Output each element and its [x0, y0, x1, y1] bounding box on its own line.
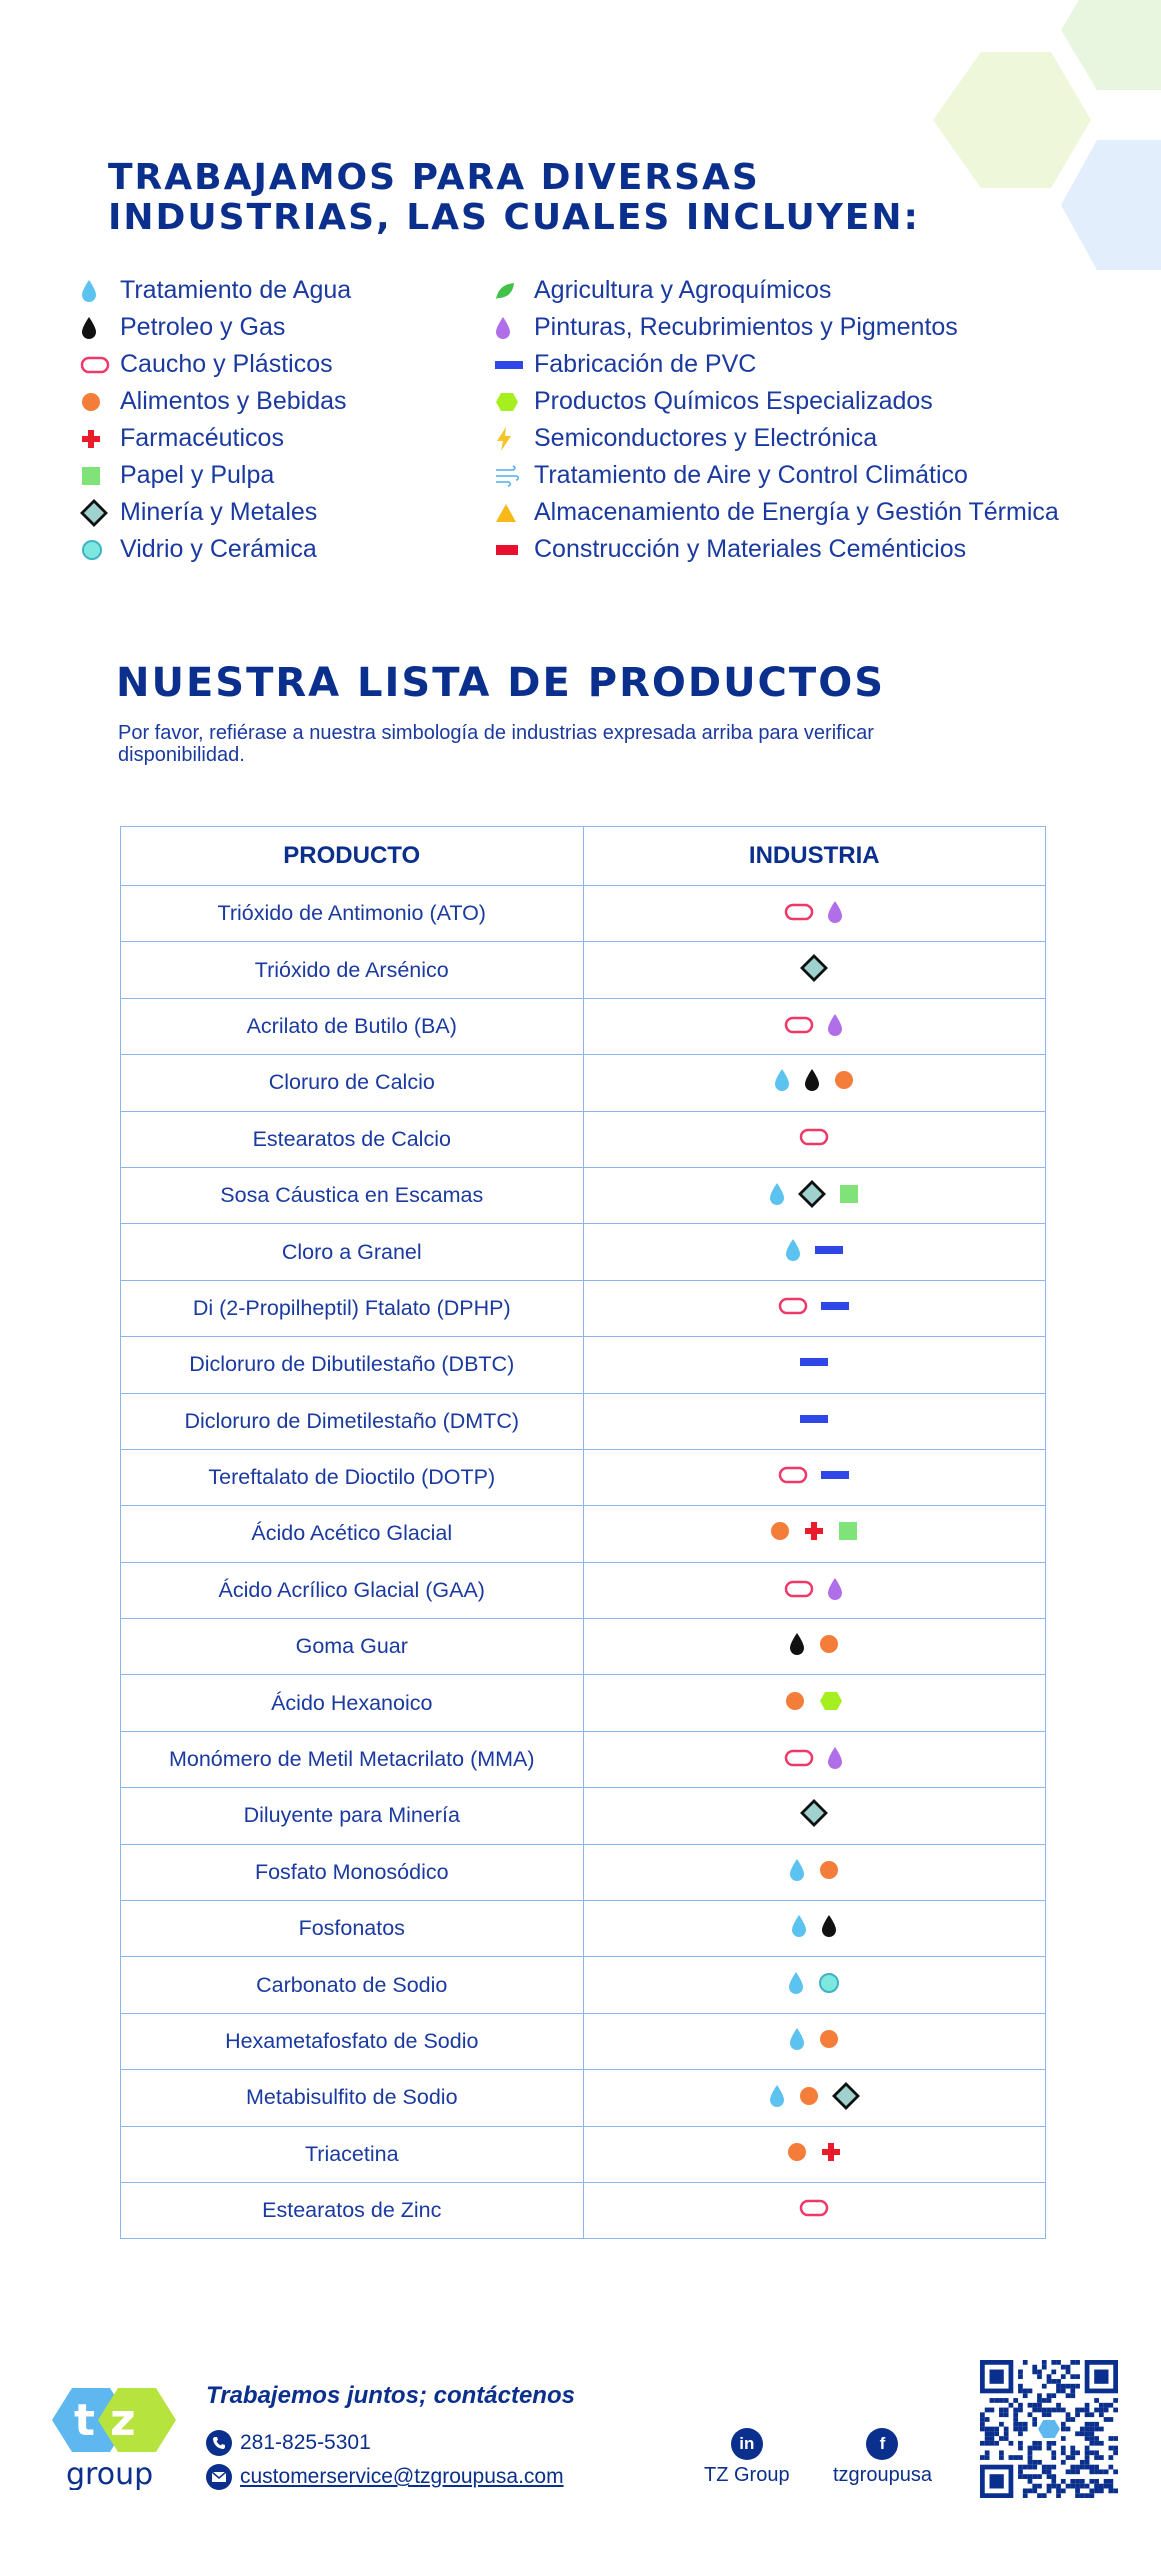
industry-symbols: [797, 1799, 831, 1827]
rubber-pill-icon: [784, 1015, 814, 1035]
products-note: Por favor, refiérase a nuestra simbología de industrias expresada arriba para verificar disponibilidad.: [118, 722, 874, 766]
product-name: Diluyente para Minería: [121, 1788, 584, 1844]
industry-symbols: [787, 1914, 841, 1938]
product-industries: [583, 1675, 1045, 1731]
orange-circle-icon: [798, 2085, 820, 2107]
lime-hexagon-icon: [818, 1689, 844, 1713]
table-row: [121, 1167, 1046, 1223]
industry-symbols: [796, 2198, 832, 2218]
water-drop-icon: [788, 2027, 806, 2051]
orange-circle-icon: [818, 1633, 840, 1655]
orange-circle-icon: [786, 2141, 808, 2163]
product-name: Trióxido de Antimonio (ATO): [121, 886, 584, 942]
table-row: [121, 942, 1046, 998]
lightning-icon: [494, 426, 534, 452]
table-row: [121, 1901, 1046, 1957]
industry-symbols: [784, 1971, 844, 1995]
table-row: [121, 1449, 1046, 1505]
product-industries: [583, 998, 1045, 1054]
industry-symbols: [785, 2027, 843, 2051]
table-header-row: [121, 827, 1046, 886]
purple-drop-icon: [826, 1746, 844, 1770]
diamond-icon: [832, 2082, 860, 2110]
red-bar-icon: [494, 540, 520, 560]
product-name: Carbonato de Sodio: [121, 1957, 584, 2013]
phone-line[interactable]: [206, 2430, 371, 2456]
industry-legend-item: [494, 383, 1059, 420]
product-name: Ácido Acético Glacial: [121, 1506, 584, 1562]
diamond-icon: [800, 1799, 828, 1827]
qr-code-icon[interactable]: [980, 2360, 1118, 2498]
diamond-icon: [800, 1799, 828, 1827]
blue-bar-icon: [799, 1352, 829, 1372]
industry-label: Semiconductores y Electrónica: [534, 424, 878, 452]
table-row: [121, 1393, 1046, 1449]
product-industries: [583, 1055, 1045, 1111]
industries-heading-line1: TRABAJAMOS PARA DIVERSAS: [108, 157, 760, 198]
table-row: [121, 1111, 1046, 1167]
water-drop-icon: [784, 1238, 802, 1262]
teal-circle-icon: [80, 538, 104, 562]
table-row: [121, 1957, 1046, 2013]
industry-legend-item: [494, 457, 1059, 494]
industry-symbols: [770, 1068, 858, 1092]
product-industries: [583, 1280, 1045, 1336]
oil-drop-icon: [80, 316, 120, 340]
phone-icon: [206, 2430, 232, 2456]
diamond-icon: [798, 1180, 826, 1208]
product-name: Goma Guar: [121, 1619, 584, 1675]
industry-symbols: [796, 1409, 832, 1429]
industry-legend-item: [80, 346, 351, 383]
water-drop-icon: [788, 1858, 806, 1882]
products-title: NUESTRA LISTA DE PRODUCTOS: [116, 660, 886, 706]
rubber-pill-icon: [784, 902, 814, 922]
lightning-icon: [494, 426, 514, 452]
red-cross-icon: [803, 1520, 825, 1542]
rubber-pill-icon: [778, 1465, 808, 1485]
product-industries: [583, 1957, 1045, 2013]
rubber-pill-icon: [799, 1127, 829, 1147]
water-drop-icon: [773, 1068, 791, 1092]
product-name: Dicloruro de Dibutilestaño (DBTC): [121, 1337, 584, 1393]
industry-symbols: [785, 1632, 843, 1656]
orange-circle-icon: [784, 1690, 806, 1712]
product-industries: [583, 1731, 1045, 1787]
industry-label: Productos Químicos Especializados: [534, 387, 933, 415]
product-name: Trióxido de Arsénico: [121, 942, 584, 998]
blue-bar-icon: [494, 355, 524, 375]
industry-label: Fabricación de PVC: [534, 350, 757, 378]
blue-bar-icon: [820, 1465, 850, 1485]
blue-bar-icon: [814, 1240, 844, 1260]
contact-title: Trabajemos juntos; contáctenos: [206, 2382, 575, 2409]
table-row: [121, 2126, 1046, 2182]
orange-circle-icon: [786, 2141, 808, 2163]
rubber-pill-icon: [784, 1015, 814, 1035]
facebook-icon: f: [866, 2428, 898, 2460]
product-name: Dicloruro de Dimetilestaño (DMTC): [121, 1393, 584, 1449]
oil-drop-icon: [803, 1068, 821, 1092]
rubber-pill-icon: [80, 355, 110, 375]
product-industries: [583, 1788, 1045, 1844]
water-drop-icon: [788, 2027, 806, 2051]
industry-label: Caucho y Plásticos: [120, 350, 333, 378]
green-square-icon: [80, 465, 120, 487]
rubber-pill-icon: [778, 1296, 808, 1316]
industry-legend-item: [80, 531, 351, 568]
teal-circle-icon: [817, 1971, 841, 1995]
email-line[interactable]: [206, 2464, 564, 2490]
table-row: [121, 998, 1046, 1054]
rubber-pill-icon: [784, 902, 814, 922]
blue-bar-icon: [820, 1296, 850, 1316]
blue-bar-icon: [799, 1409, 829, 1429]
table-row: [121, 2070, 1046, 2126]
industry-symbols: [781, 1577, 847, 1601]
water-drop-icon: [790, 1914, 808, 1938]
teal-circle-icon: [817, 1971, 841, 1995]
industry-label: Farmacéuticos: [120, 424, 284, 452]
industry-legend-right: [494, 272, 1059, 568]
industries-heading: [108, 158, 920, 238]
oil-drop-icon: [80, 316, 98, 340]
product-name: Acrilato de Butilo (BA): [121, 998, 584, 1054]
product-name: Estearatos de Calcio: [121, 1111, 584, 1167]
industry-symbols: [781, 1013, 847, 1037]
table-row: [121, 1224, 1046, 1280]
industry-label: Minería y Metales: [120, 498, 318, 526]
purple-drop-icon: [826, 900, 844, 924]
product-name: Metabisulfito de Sodio: [121, 2070, 584, 2126]
industry-legend-item: [80, 494, 351, 531]
product-industries: [583, 1619, 1045, 1675]
industry-symbols: [783, 2141, 845, 2163]
industry-symbols: [796, 1352, 832, 1372]
rubber-pill-icon: [784, 1748, 814, 1768]
orange-circle-icon: [818, 2028, 840, 2050]
industries-heading-line2: INDUSTRIAS, LAS CUALES INCLUYEN:: [108, 197, 920, 238]
industry-symbols: [781, 900, 847, 924]
industry-label: Almacenamiento de Energía y Gestión Térmica: [534, 498, 1059, 526]
blue-bar-icon: [799, 1409, 829, 1429]
svg-text:group: group: [66, 2457, 154, 2490]
oil-drop-icon: [820, 1914, 838, 1938]
industry-legend-item: [80, 309, 351, 346]
oil-drop-icon: [820, 1914, 838, 1938]
red-cross-icon: [80, 428, 102, 450]
tz-group-logo: [46, 2380, 176, 2490]
product-name: Ácido Hexanoico: [121, 1675, 584, 1731]
purple-drop-icon: [826, 900, 844, 924]
product-name: Monómero de Metil Metacrilato (MMA): [121, 1731, 584, 1787]
purple-drop-icon: [494, 316, 534, 340]
leaf-icon: [494, 281, 516, 301]
green-square-icon: [837, 1520, 859, 1542]
rubber-pill-icon: [80, 355, 120, 375]
product-industries: [583, 1901, 1045, 1957]
rubber-pill-icon: [784, 1579, 814, 1599]
table-row: [121, 2013, 1046, 2069]
industry-symbols: [766, 1520, 862, 1542]
product-industries: [583, 1167, 1045, 1223]
product-industries: [583, 1393, 1045, 1449]
linkedin-link[interactable]: [704, 2428, 790, 2487]
rubber-pill-icon: [799, 2198, 829, 2218]
industry-legend-item: [494, 494, 1059, 531]
water-drop-icon: [80, 279, 120, 303]
rubber-pill-icon: [799, 1127, 829, 1147]
water-drop-icon: [790, 1914, 808, 1938]
footer: [0, 2340, 1161, 2540]
red-cross-icon: [80, 428, 120, 450]
email-link[interactable]: customerservice@tzgroupusa.com: [240, 2465, 564, 2488]
product-industries: [583, 2013, 1045, 2069]
leaf-icon: [494, 281, 534, 301]
industry-label: Agricultura y Agroquímicos: [534, 276, 832, 304]
water-drop-icon: [768, 2084, 786, 2108]
table-row: [121, 1562, 1046, 1618]
orange-circle-icon: [769, 1520, 791, 1542]
orange-circle-icon: [784, 1690, 806, 1712]
product-name: Ácido Acrílico Glacial (GAA): [121, 1562, 584, 1618]
purple-drop-icon: [826, 1013, 844, 1037]
diamond-icon: [80, 499, 120, 527]
water-drop-icon: [787, 1971, 805, 1995]
product-industries: [583, 886, 1045, 942]
industry-symbols: [775, 1465, 853, 1485]
industry-label: Construcción y Materiales Ceménticios: [534, 535, 967, 563]
orange-circle-icon: [818, 1633, 840, 1655]
water-drop-icon: [80, 279, 98, 303]
product-industries: [583, 2182, 1045, 2238]
table-row: [121, 1675, 1046, 1731]
water-drop-icon: [773, 1068, 791, 1092]
industry-label: Tratamiento de Aire y Control Climático: [534, 461, 968, 489]
linkedin-icon: in: [731, 2428, 763, 2460]
industry-legend-item: [80, 420, 351, 457]
facebook-link[interactable]: [833, 2428, 932, 2487]
industry-symbols: [796, 1127, 832, 1147]
industry-symbols: [797, 954, 831, 982]
product-industries: [583, 2126, 1045, 2182]
orange-circle-icon: [833, 1069, 855, 1091]
industry-symbols: [785, 1858, 843, 1882]
svg-text:t: t: [74, 2395, 96, 2446]
product-name: Fosfonatos: [121, 1901, 584, 1957]
industry-legend-item: [494, 531, 1059, 568]
table-row: [121, 1788, 1046, 1844]
industry-legend-item: [494, 272, 1059, 309]
industry-label: Petroleo y Gas: [120, 313, 286, 341]
product-industries: [583, 2070, 1045, 2126]
diamond-icon: [800, 954, 828, 982]
product-name: Tereftalato de Dioctilo (DOTP): [121, 1449, 584, 1505]
product-industries: [583, 1224, 1045, 1280]
red-cross-icon: [820, 2141, 842, 2163]
water-drop-icon: [787, 1971, 805, 1995]
diamond-icon: [800, 954, 828, 982]
red-cross-icon: [820, 2141, 842, 2163]
blue-bar-icon: [799, 1352, 829, 1372]
rubber-pill-icon: [784, 1579, 814, 1599]
table-row: [121, 2182, 1046, 2238]
lime-hexagon-icon: [494, 390, 520, 414]
purple-drop-icon: [826, 1746, 844, 1770]
orange-circle-icon: [818, 1859, 840, 1881]
oil-drop-icon: [803, 1068, 821, 1092]
air-waves-icon: [494, 465, 520, 487]
industry-legend-item: [494, 420, 1059, 457]
purple-drop-icon: [826, 1013, 844, 1037]
industry-symbols: [781, 1238, 847, 1262]
purple-drop-icon: [826, 1577, 844, 1601]
diamond-icon: [80, 499, 108, 527]
product-name: Triacetina: [121, 2126, 584, 2182]
diamond-icon: [798, 1180, 826, 1208]
product-industries: [583, 1449, 1045, 1505]
purple-drop-icon: [494, 316, 512, 340]
product-industries: [583, 1506, 1045, 1562]
air-waves-icon: [494, 465, 534, 487]
orange-circle-icon: [769, 1520, 791, 1542]
rubber-pill-icon: [784, 1748, 814, 1768]
table-row: [121, 1280, 1046, 1336]
product-name: Estearatos de Zinc: [121, 2182, 584, 2238]
industry-symbols: [765, 2082, 863, 2110]
orange-circle-icon: [798, 2085, 820, 2107]
industry-label: Pinturas, Recubrimientos y Pigmentos: [534, 313, 958, 341]
lime-hexagon-icon: [818, 1689, 844, 1713]
industry-symbols: [775, 1296, 853, 1316]
table-row: [121, 1506, 1046, 1562]
oil-drop-icon: [788, 1632, 806, 1656]
product-industries: [583, 1844, 1045, 1900]
product-name: Di (2-Propilheptil) Ftalato (DPHP): [121, 1280, 584, 1336]
orange-circle-icon: [80, 391, 102, 413]
linkedin-label: TZ Group: [704, 2464, 790, 2486]
green-square-icon: [838, 1183, 860, 1205]
green-square-icon: [838, 1183, 860, 1205]
blue-bar-icon: [494, 355, 534, 375]
green-square-icon: [837, 1520, 859, 1542]
svg-text:z: z: [110, 2395, 136, 2446]
water-drop-icon: [788, 1858, 806, 1882]
products-table: [120, 826, 1046, 2239]
industry-label: Alimentos y Bebidas: [120, 387, 347, 415]
green-square-icon: [80, 465, 102, 487]
product-name: Cloro a Granel: [121, 1224, 584, 1280]
table-row: [121, 1844, 1046, 1900]
industry-legend-item: [80, 383, 351, 420]
email-icon: [206, 2464, 232, 2490]
product-name: Sosa Cáustica en Escamas: [121, 1167, 584, 1223]
water-drop-icon: [768, 1182, 786, 1206]
table-row: [121, 886, 1046, 942]
purple-drop-icon: [826, 1577, 844, 1601]
oil-drop-icon: [788, 1632, 806, 1656]
product-industries: [583, 942, 1045, 998]
red-bar-icon: [494, 540, 534, 560]
industry-label: Papel y Pulpa: [120, 461, 275, 489]
triangle-icon: [494, 502, 534, 524]
orange-circle-icon: [80, 391, 120, 413]
product-name: Hexametafosfato de Sodio: [121, 2013, 584, 2069]
industry-legend-item: [494, 346, 1059, 383]
product-name: Cloruro de Calcio: [121, 1055, 584, 1111]
diamond-icon: [832, 2082, 860, 2110]
table-row: [121, 1055, 1046, 1111]
rubber-pill-icon: [799, 2198, 829, 2218]
triangle-icon: [494, 502, 518, 524]
facebook-label: tzgroupusa: [833, 2464, 932, 2486]
red-cross-icon: [803, 1520, 825, 1542]
rubber-pill-icon: [778, 1296, 808, 1316]
table-row: [121, 1337, 1046, 1393]
industry-label: Vidrio y Cerámica: [120, 535, 317, 563]
product-industries: [583, 1337, 1045, 1393]
industry-legend-left: [80, 272, 351, 568]
orange-circle-icon: [818, 2028, 840, 2050]
product-name: Fosfato Monosódico: [121, 1844, 584, 1900]
water-drop-icon: [768, 2084, 786, 2108]
blue-bar-icon: [820, 1465, 850, 1485]
orange-circle-icon: [833, 1069, 855, 1091]
water-drop-icon: [784, 1238, 802, 1262]
table-row: [121, 1619, 1046, 1675]
rubber-pill-icon: [778, 1465, 808, 1485]
blue-bar-icon: [814, 1240, 844, 1260]
column-header-industry: INDUSTRIA: [583, 827, 1045, 886]
decorative-hexagons: [901, 0, 1161, 270]
industry-symbols: [781, 1746, 847, 1770]
industry-symbols: [765, 1180, 863, 1208]
lime-hexagon-icon: [494, 390, 534, 414]
table-row: [121, 1731, 1046, 1787]
industry-legend-item: [494, 309, 1059, 346]
industry-legend-item: [80, 457, 351, 494]
product-industries: [583, 1562, 1045, 1618]
column-header-product: PRODUCTO: [121, 827, 584, 886]
industry-legend-item: [80, 272, 351, 309]
product-industries: [583, 1111, 1045, 1167]
industry-label: Tratamiento de Agua: [120, 276, 352, 304]
blue-bar-icon: [820, 1296, 850, 1316]
phone-number: 281-825-5301: [240, 2431, 371, 2454]
industry-symbols: [781, 1689, 847, 1713]
teal-circle-icon: [80, 538, 120, 562]
orange-circle-icon: [818, 1859, 840, 1881]
water-drop-icon: [768, 1182, 786, 1206]
